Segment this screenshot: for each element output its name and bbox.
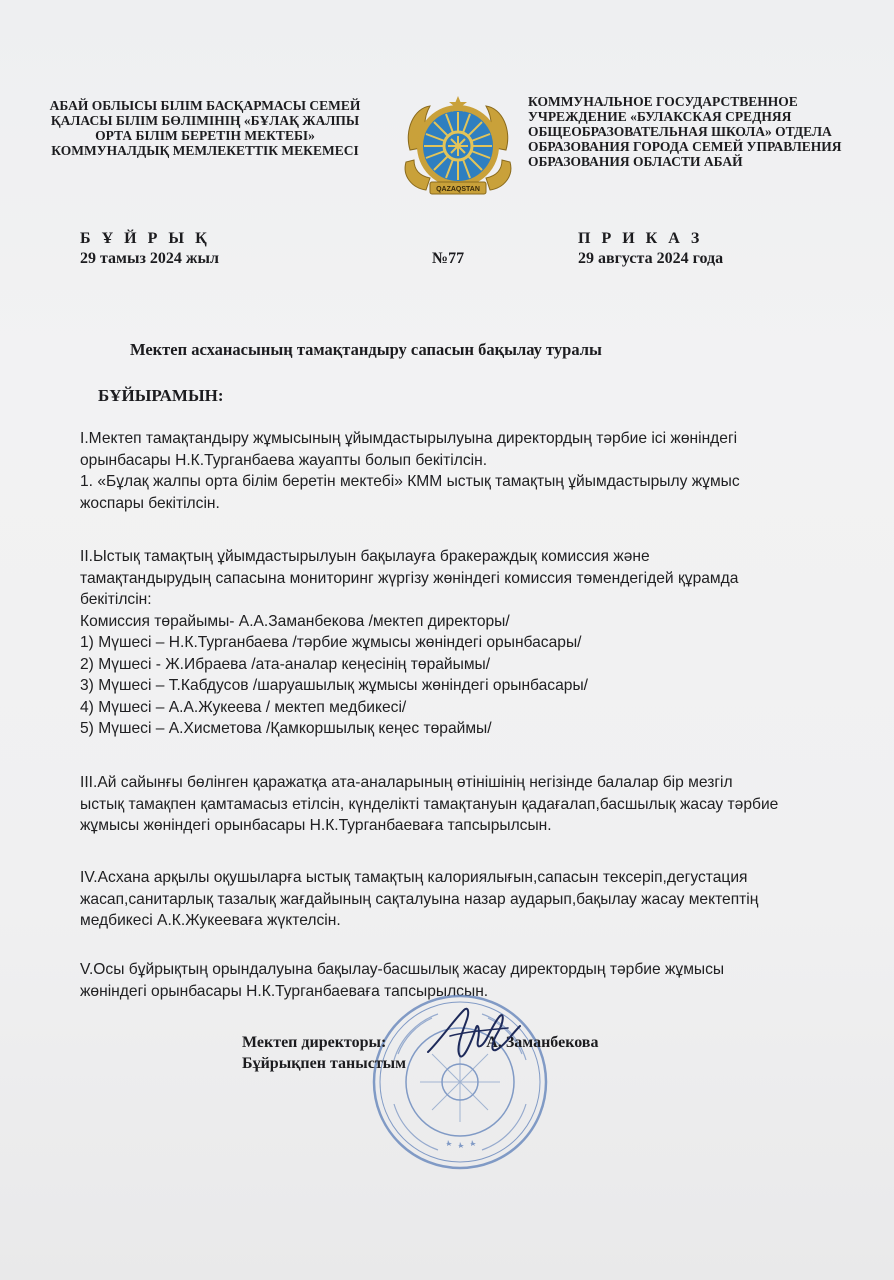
header-ru-line: КОММУНАЛЬНОЕ ГОСУДАРСТВЕННОЕ bbox=[528, 94, 798, 109]
decree-heading: БҰЙЫРАМЫН: bbox=[98, 386, 224, 405]
header-ru-line: ОБЩЕОБРАЗОВАТЕЛЬНАЯ ШКОЛА» ОТДЕЛА bbox=[528, 124, 832, 139]
header-kz-line: ҚАЛАСЫ БІЛІМ БӨЛІМІНІҢ «БҰЛАҚ ЖАЛПЫ bbox=[50, 113, 360, 128]
section-line: жөніндегі орынбасары Н.К.Турганбаеваға тапсырылсын. bbox=[80, 982, 489, 1000]
section-line: тамақтандырудың сапасына мониторинг жүргізу жөніндегі комиссия төмендегідей құрамда bbox=[80, 569, 739, 587]
section-2 bbox=[80, 546, 738, 740]
handwritten-signature-icon bbox=[420, 1000, 530, 1070]
header-kz-line: КОММУНАЛДЫҚ МЕМЛЕКЕТТІК МЕКЕМЕСІ bbox=[51, 143, 359, 158]
section-line: IV.Асхана арқылы оқушыларға ыстық тамақтың калориялығын,сапасын тексеріп,дегустация bbox=[80, 869, 748, 886]
header-ru-org-name bbox=[528, 94, 868, 169]
header-ru-line: ОБРАЗОВАНИЯ ГОРОДА СЕМЕЙ УПРАВЛЕНИЯ bbox=[528, 139, 842, 154]
header-ru-line: ОБРАЗОВАНИЯ ОБЛАСТИ АБАЙ bbox=[528, 154, 743, 169]
order-label-kz: Б Ұ Й Р Ы Қ bbox=[80, 230, 211, 247]
commission-member: 4) Мүшесі – А.А.Жукеева / мектеп медбикесі/ bbox=[80, 698, 407, 716]
section-line: II.Ыстық тамақтың ұйымдастырылуын бақылауға бракераждық комиссия және bbox=[80, 548, 650, 565]
section-1 bbox=[80, 428, 740, 514]
commission-chair: Комиссия төрайымы- А.А.Заманбекова /мектеп директоры/ bbox=[80, 612, 510, 630]
section-line: жасап,санитарлық тазалық жағдайының сақталуына назар аударып,бақылау жасау мектептің bbox=[80, 890, 759, 908]
commission-member: 3) Мүшесі – Т.Кабдусов /шаруашылық жұмысы жөніндегі орынбасары/ bbox=[80, 677, 588, 694]
section-line: орынбасары Н.К.Турганбаева жауапты болып бекітілсін. bbox=[80, 451, 488, 469]
header-ru-line: УЧРЕЖДЕНИЕ «БУЛАКСКАЯ СРЕДНЯЯ bbox=[528, 109, 792, 124]
commission-member: 2) Мүшесі - Ж.Ибраева /ата-аналар кеңесінің төрайымы/ bbox=[80, 655, 491, 673]
header-kz-line: ОРТА БІЛІМ БЕРЕТІН МЕКТЕБІ» bbox=[95, 128, 315, 143]
header-kz-org-name bbox=[40, 98, 370, 158]
order-label-ru: П Р И К А З bbox=[578, 230, 703, 247]
section-line: медбикесі А.К.Жукееваға жүктелсін. bbox=[80, 912, 341, 929]
document-title: Мектеп асханасының тамақтандыру сапасын бақылау туралы bbox=[130, 340, 602, 359]
section-line: I.Мектеп тамақтандыру жұмысының ұйымдастырылуына директордың тәрбие ісі жөніндегі bbox=[80, 430, 738, 447]
section-line: ыстық тамақпен қамтамасыз етілсін, күнделікті тамақтануын қадағалап,басшылық жасау тәрбие bbox=[80, 795, 779, 813]
order-date-ru: 29 августа 2024 года bbox=[578, 250, 724, 267]
order-number: №77 bbox=[432, 250, 465, 267]
director-name: А. Заманбекова bbox=[486, 1034, 599, 1051]
commission-member: 1) Мүшесі – Н.К.Турганбаева /тәрбие жұмысы жөніндегі орынбасары/ bbox=[80, 634, 582, 651]
section-line: жоспары бекітілсін. bbox=[80, 494, 220, 512]
emblem-banner-text: QAZAQSTAN bbox=[436, 186, 480, 193]
state-emblem-icon bbox=[396, 90, 520, 202]
section-line: бекітілсін: bbox=[80, 591, 152, 608]
section-3 bbox=[80, 772, 778, 837]
section-line: III.Ай сайынғы бөлінген қаражатқа ата-аналарының өтінішінің негізінде балалар бір мезгіл bbox=[80, 774, 733, 791]
section-line: жұмысы жөніндегі орынбасары Н.К.Турганбаеваға тапсырылсын. bbox=[80, 817, 552, 834]
director-role: Мектеп директоры: bbox=[242, 1034, 387, 1051]
section-line: V.Осы бұйрықтың орындалуына бақылау-басшылық жасау директордың тәрбие жұмысы bbox=[80, 961, 725, 978]
order-date-kz: 29 тамыз 2024 жыл bbox=[80, 250, 219, 267]
commission-member: 5) Мүшесі – А.Хисметова /Қамкоршылық кеңес төраймы/ bbox=[80, 720, 492, 737]
acknowledgement-label: Бұйрықпен таныстым bbox=[242, 1055, 407, 1072]
header-kz-line: АБАЙ ОБЛЫСЫ БІЛІМ БАСҚАРМАСЫ СЕМЕЙ bbox=[49, 98, 361, 113]
section-line: 1. «Бұлақ жалпы орта білім беретін мектебі» КММ ыстық тамақтың ұйымдастырылу жұмыс bbox=[80, 473, 740, 490]
section-4 bbox=[80, 867, 758, 932]
